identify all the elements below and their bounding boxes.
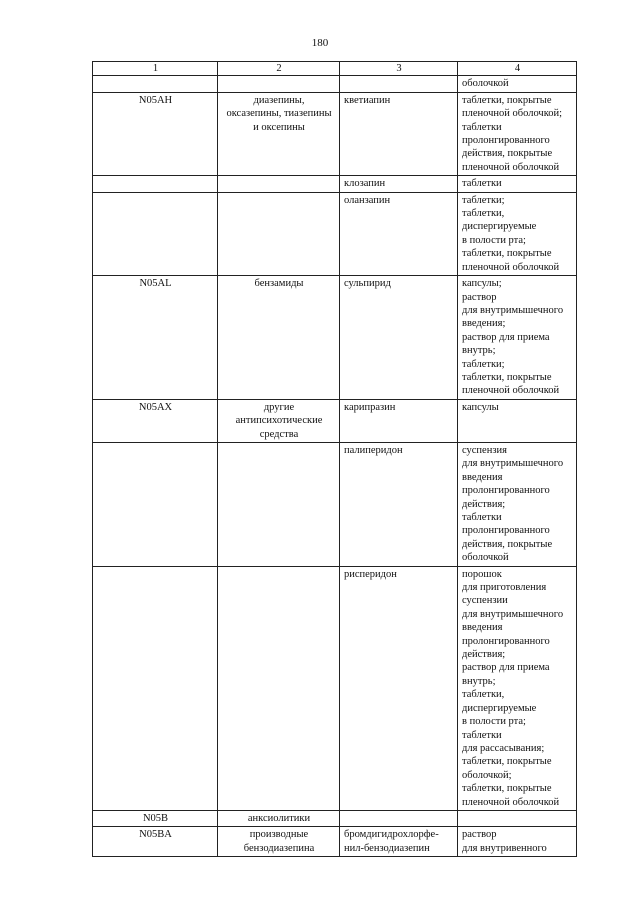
table-row [93, 276, 577, 400]
drug-name-cell [340, 810, 458, 826]
table-row [93, 192, 577, 275]
atc-code-cell [93, 442, 218, 566]
column-header: 2 [218, 62, 340, 76]
drug-name-cell: рисперидон [340, 566, 458, 810]
table-row [93, 92, 577, 175]
dosage-form-cell: таблетки; таблетки, диспергируемые в полости рта; таблетки, покрытые пленочной оболочкой [458, 192, 577, 275]
group-name-cell: анксиолитики [218, 810, 340, 826]
atc-code-cell: N05AX [93, 399, 218, 442]
group-name-cell [218, 176, 340, 192]
drug-name-cell: кветиапин [340, 92, 458, 175]
page-number: 180 [311, 37, 329, 49]
column-header: 1 [93, 62, 218, 76]
group-name-cell [218, 192, 340, 275]
atc-code-cell [93, 192, 218, 275]
dosage-form-cell: оболочкой [458, 76, 577, 92]
table-row [93, 399, 577, 442]
dosage-form-cell: суспензия для внутримышечного введения пролонгированного действия; таблетки пролонгированного действия, покрытые оболочкой [458, 442, 577, 566]
atc-code-cell: N05BA [93, 827, 218, 857]
column-header: 3 [340, 62, 458, 76]
atc-code-cell [93, 566, 218, 810]
group-name-cell: производные бензодиазепина [218, 827, 340, 857]
dosage-form-cell: порошок для приготовления суспензии для внутримышечного введения пролонгированного действия; раствор для приема внутрь; таблетки, диспергируемые в полости рта; таблетки для рассасывания; таблетки, покрытые оболочкой; таблетки, покрытые пленочной оболочкой [458, 566, 577, 810]
drug-name-cell: бромдигидрохлорфе- нил-бензодиазепин [340, 827, 458, 857]
drug-name-cell: карипразин [340, 399, 458, 442]
dosage-form-cell: таблетки [458, 176, 577, 192]
table-row [93, 566, 577, 810]
table-header-row [93, 62, 577, 76]
drug-classification-table [92, 61, 577, 857]
table-row [93, 76, 577, 92]
atc-code-cell: N05AH [93, 92, 218, 175]
table-row [93, 810, 577, 826]
atc-code-cell: N05B [93, 810, 218, 826]
group-name-cell: диазепины, оксазепины, тиазепины и оксепины [218, 92, 340, 175]
drug-name-cell [340, 76, 458, 92]
dosage-form-cell: капсулы; раствор для внутримышечного введения; раствор для приема внутрь; таблетки; таблетки, покрытые пленочной оболочкой [458, 276, 577, 400]
atc-code-cell [93, 176, 218, 192]
atc-code-cell [93, 76, 218, 92]
table-row [93, 176, 577, 192]
group-name-cell [218, 566, 340, 810]
group-name-cell: бензамиды [218, 276, 340, 400]
dosage-form-cell: таблетки, покрытые пленочной оболочкой; таблетки пролонгированного действия, покрытые пленочной оболочкой [458, 92, 577, 175]
drug-name-cell: сульпирид [340, 276, 458, 400]
drug-name-cell: клозапин [340, 176, 458, 192]
atc-code-cell: N05AL [93, 276, 218, 400]
drug-name-cell: оланзапин [340, 192, 458, 275]
dosage-form-cell [458, 810, 577, 826]
table-row [93, 442, 577, 566]
dosage-form-cell: раствор для внутривенного [458, 827, 577, 857]
table-row [93, 827, 577, 857]
dosage-form-cell: капсулы [458, 399, 577, 442]
group-name-cell [218, 76, 340, 92]
group-name-cell: другие антипсихотические средства [218, 399, 340, 442]
drug-name-cell: палиперидон [340, 442, 458, 566]
group-name-cell [218, 442, 340, 566]
column-header: 4 [458, 62, 577, 76]
